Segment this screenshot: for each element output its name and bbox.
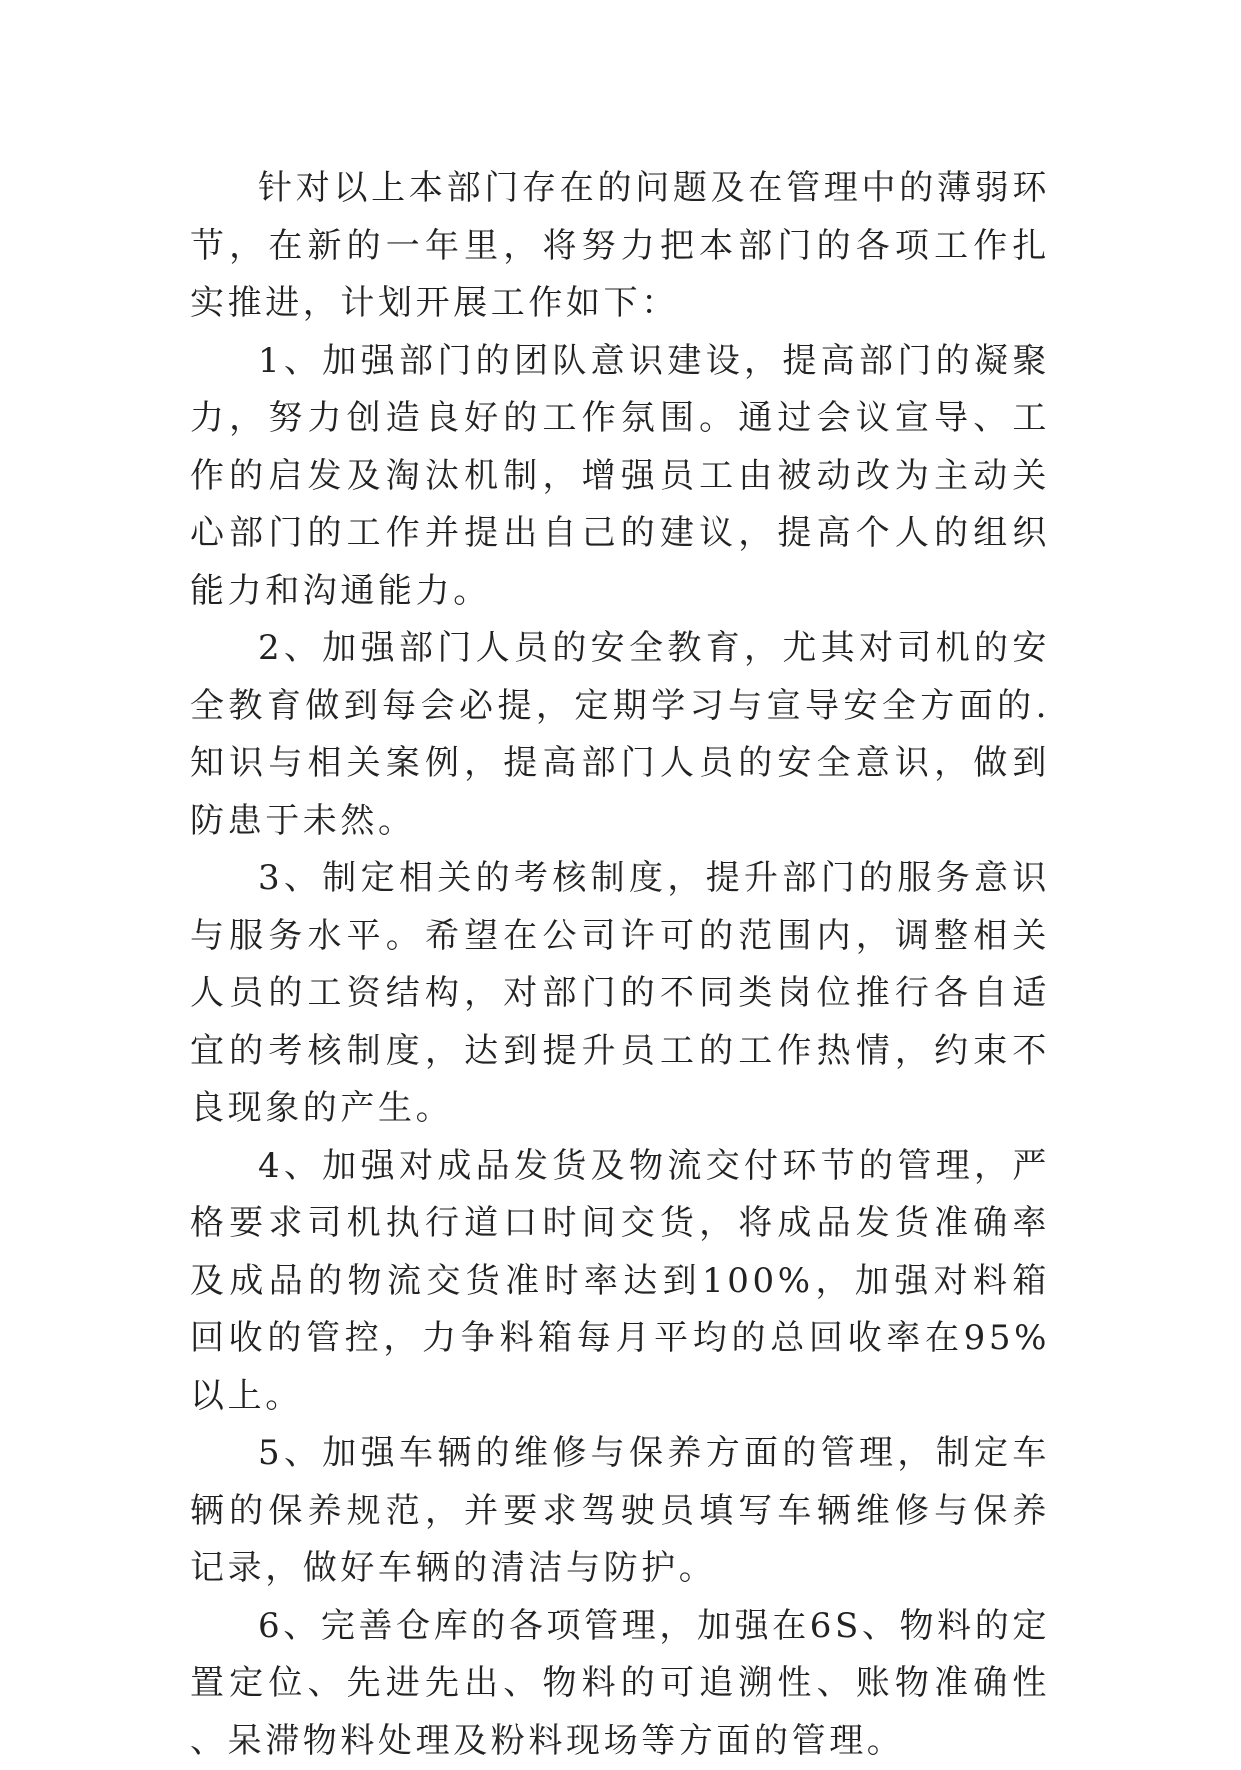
intro-paragraph: 针对以上本部门存在的问题及在管理中的薄弱环节，在新的一年里，将努力把本部门的各项工作扎实推进，计划开展工作如下： xyxy=(190,160,1050,333)
plan-item-6: 6、完善仓库的各项管理，加强在6S、物料的定置定位、先进先出、物料的可追溯性、账物准确性、呆滞物料处理及粉料现场等方面的管理。 xyxy=(190,1598,1050,1770)
document-body xyxy=(190,160,1050,1770)
plan-item-5: 5、加强车辆的维修与保养方面的管理，制定车辆的保养规范，并要求驾驶员填写车辆维修与保养记录，做好车辆的清洁与防护。 xyxy=(190,1425,1050,1598)
plan-item-2: 2、加强部门人员的安全教育，尤其对司机的安全教育做到每会必提，定期学习与宣导安全方面的.知识与相关案例，提高部门人员的安全意识，做到防患于未然。 xyxy=(190,620,1050,850)
plan-item-3: 3、制定相关的考核制度，提升部门的服务意识与服务水平。希望在公司许可的范围内，调整相关人员的工资结构，对部门的不同类岗位推行各自适宜的考核制度，达到提升员工的工作热情，约束不良现象的产生。 xyxy=(190,850,1050,1138)
plan-item-4: 4、加强对成品发货及物流交付环节的管理，严格要求司机执行道口时间交货，将成品发货准确率及成品的物流交货准时率达到100%，加强对料箱回收的管控，力争料箱每月平均的总回收率在95%以上。 xyxy=(190,1138,1050,1426)
plan-item-1: 1、加强部门的团队意识建设，提高部门的凝聚力，努力创造良好的工作氛围。通过会议宣导、工作的启发及淘汰机制，增强员工由被动改为主动关心部门的工作并提出自己的建议，提高个人的组织能力和沟通能力。 xyxy=(190,333,1050,621)
